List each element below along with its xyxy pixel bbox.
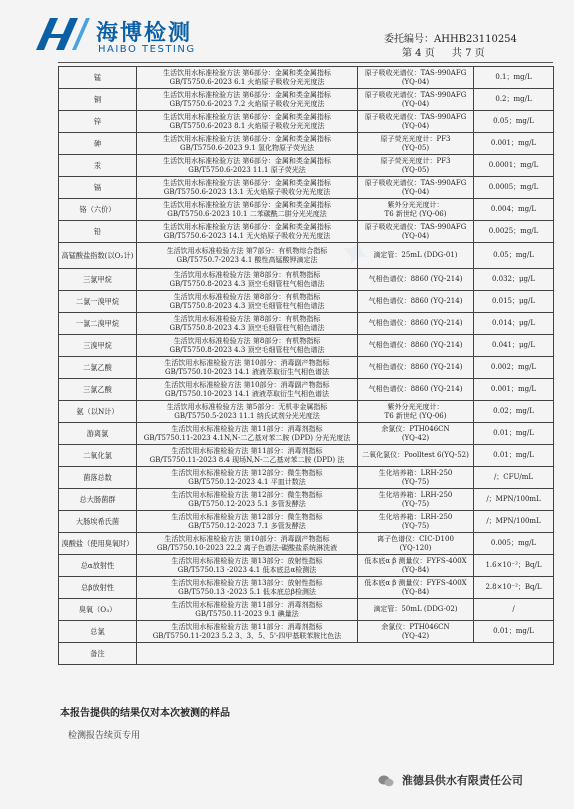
test-method-standard: GB/T5750.6-2023 13.1 无火焰原子吸收分光光度法 (163, 187, 331, 196)
test-method-standard: GB/T5750.8-2023 4.3 顶空毛细管柱气相色谱法 (169, 323, 325, 332)
instrument-name: 原子吸收光谱仪：TAS-990AFG (364, 222, 467, 231)
table-row (59, 89, 554, 111)
instrument-code: T6 新世纪 (YQ-06) (384, 411, 447, 420)
test-item: 锌 (59, 111, 137, 133)
instrument (358, 379, 474, 401)
table-row (59, 111, 554, 133)
instrument (358, 155, 474, 177)
test-method-standard: GB/T5750.6-2023 11.1 原子荧光法 (188, 165, 306, 174)
instrument (358, 445, 474, 467)
instrument-code: (YQ-75) (401, 521, 430, 530)
test-method-standard: GB/T5750.10-2023 22.2 离子色谱法-碳酸盐系统淋洗液 (156, 543, 338, 552)
instrument-name: 原子吸收光谱仪：TAS-990AFG (364, 178, 467, 187)
test-method-standard: GB/T5750.8-2023 4.3 顶空毛细管柱气相色谱法 (169, 279, 325, 288)
table-row (59, 401, 554, 423)
test-item: 总氯 (59, 621, 137, 643)
test-item: 总大肠菌群 (59, 489, 137, 511)
instrument-name: 余氯仪：PTH046CN (381, 424, 450, 433)
instrument (358, 133, 474, 155)
instrument-code: (YQ-84) (401, 565, 430, 574)
test-item: 臭氧（O₃） (59, 599, 137, 621)
detection-limit: / (474, 599, 554, 621)
instrument-name: 离子色谱仪：CIC-D100 (377, 534, 454, 543)
detection-limit: 0.041；μg/L (474, 335, 554, 357)
instrument-name: 滴定管：50mL (DDG-02) (373, 605, 458, 613)
test-method-title: 生活饮用水标准检验方法 第12部分：微生物指标 (171, 490, 323, 499)
test-item: 菌落总数 (59, 467, 137, 489)
test-method-title: 生活饮用水标准检验方法 第8部分：有机物指标 (173, 270, 321, 279)
instrument (358, 467, 474, 489)
table-row (59, 199, 554, 221)
test-method-title: 生活饮用水标准检验方法 第11部分：消毒剂指标 (171, 424, 323, 433)
test-method-title: 生活饮用水标准检验方法 第12部分：微生物指标 (171, 512, 323, 521)
detection-limit: 0.0025；mg/L (474, 221, 554, 243)
page-indicator (402, 44, 499, 59)
test-method-title: 生活饮用水标准检验方法 第11部分：消毒剂指标 (171, 446, 323, 455)
footer-note: 本报告提供的结果仅对本次被测的样品 (60, 708, 230, 719)
instrument-code: (YQ-84) (401, 587, 430, 596)
test-method-title: 生活饮用水标准检验方法 第6部分：金属和类金属指标 (163, 200, 331, 209)
instrument-code: (YQ-04) (401, 121, 430, 130)
test-method-standard: GB/T5750.10-2023 14.1 液液萃取衍生气相色谱法 (165, 389, 329, 398)
table-row (59, 555, 554, 577)
detection-limit: 0.05；mg/L (474, 111, 554, 133)
instrument (358, 243, 474, 269)
instrument-code: (YQ-75) (401, 499, 430, 508)
instrument (358, 291, 474, 313)
detection-limit: /；CFU/mL (474, 467, 554, 489)
instrument (358, 335, 474, 357)
test-method-standard: GB/T5750.6-2023 10.1 二苯碳酰二肼分光光度法 (167, 209, 327, 218)
test-method-title: 生活饮用水标准检验方法 第10部分：消毒副产物指标 (164, 358, 330, 367)
instrument (358, 577, 474, 599)
instrument (358, 511, 474, 533)
instrument-name: 紫外分光光度计： (387, 402, 444, 411)
test-method-title: 生活饮用水标准检验方法 第10部分：消毒副产物指标 (164, 534, 330, 543)
instrument-code: (YQ-04) (401, 187, 430, 196)
detection-limit: 0.05；mg/L (474, 243, 554, 269)
test-method-standard: GB/T5750.13 -2023 4.1 低本底总α检测法 (177, 565, 317, 574)
test-method-title: 生活饮用水标准检验方法 第6部分：金属和类金属指标 (163, 222, 331, 231)
table-row (59, 243, 554, 269)
detection-limit: 0.002；mg/L (474, 357, 554, 379)
detection-limit: 0.01；mg/L (474, 445, 554, 467)
instrument (358, 177, 474, 199)
table-row (59, 155, 554, 177)
test-method-standard: GB/T5750.5-2023 11.1 纳氏试剂分光光度法 (174, 411, 320, 420)
instrument (358, 401, 474, 423)
test-method (137, 155, 358, 177)
test-method-title: 生活饮用水标准检验方法 第6部分：金属和类金属指标 (163, 178, 331, 187)
test-item: 三溴甲烷 (59, 335, 137, 357)
instrument (358, 621, 474, 643)
table-row (59, 313, 554, 335)
test-item: 大肠埃希氏菌 (59, 511, 137, 533)
instrument-name: 气相色谱仪：8860 (YQ-214) (368, 363, 463, 371)
detection-limit: 0.014；μg/L (474, 313, 554, 335)
table-row (59, 511, 554, 533)
table-row (59, 177, 554, 199)
instrument (358, 89, 474, 111)
table-row (59, 577, 554, 599)
instrument (358, 489, 474, 511)
page-total: 共 7 页 (451, 48, 485, 59)
remarks-label: 备注 (59, 643, 137, 665)
instrument-name: 原子吸收光谱仪：TAS-990AFG (364, 90, 467, 99)
test-method-title: 生活饮用水标准检验方法 第6部分：金属和类金属指标 (163, 68, 331, 77)
remarks-content (137, 643, 554, 665)
commission-number: 委托编号：AHHB23110254 (384, 34, 517, 45)
instrument (358, 111, 474, 133)
test-method-title: 生活饮用水标准检验方法 第8部分：有机物指标 (173, 292, 321, 301)
footer-usage: 检测报告续页专用 (68, 731, 141, 741)
remarks-row (59, 643, 554, 665)
test-method (137, 199, 358, 221)
test-method (137, 621, 358, 643)
test-method-standard: GB/T5750.11-2023 4.1N,N-二乙基对苯二胺 (DPD) 分光光度法 (143, 433, 351, 442)
instrument-code: (YQ-42) (401, 631, 430, 640)
instrument-name: 原子吸收光谱仪：TAS-990AFG (364, 68, 467, 77)
test-method-standard: GB/T5750.6-2023 8.1 火焰原子吸收分光光度法 (169, 121, 325, 130)
test-method-title: 生活饮用水标准检验方法 第8部分：有机物指标 (173, 336, 321, 345)
test-method-title: 生活饮用水标准检验方法 第13部分：放射性指标 (171, 578, 323, 587)
test-item: 一氯二溴甲烷 (59, 313, 137, 335)
detection-limit: 0.001；mg/L (474, 133, 554, 155)
instrument-code: (YQ-120) (399, 543, 432, 552)
test-item: 二氧化氯 (59, 445, 137, 467)
table-row (59, 445, 554, 467)
detection-limit: 0.032；μg/L (474, 269, 554, 291)
instrument (358, 221, 474, 243)
instrument-name: 紫外分光光度计： (387, 200, 444, 209)
test-method (137, 221, 358, 243)
detection-limit: 0.01；mg/L (474, 423, 554, 445)
table-row (59, 533, 554, 555)
detection-limit: 0.005；mg/L (474, 533, 554, 555)
instrument (358, 599, 474, 621)
instrument-name: 余氯仪：PTH046CN (381, 622, 450, 631)
test-method-standard: GB/T5750.12-2023 4.1 平皿计数法 (188, 477, 306, 486)
detection-limit: 1.6×10⁻²；Bq/L (474, 555, 554, 577)
test-method (137, 291, 358, 313)
table-row (59, 379, 554, 401)
test-method (137, 577, 358, 599)
instrument-code: (YQ-04) (401, 231, 430, 240)
test-method-title: 生活饮用水标准检验方法 第13部分：放射性指标 (171, 556, 323, 565)
instrument-code: (YQ-05) (401, 143, 430, 152)
instrument-name: 气相色谱仪：8860 (YQ-214) (368, 275, 463, 283)
instrument-code: (YQ-42) (401, 433, 430, 442)
detection-limit: 0.02；mg/L (474, 401, 554, 423)
test-method-title: 生活饮用水标准检验方法 第6部分：金属和类金属指标 (163, 134, 331, 143)
results-table (58, 66, 554, 665)
instrument-code: (YQ-05) (401, 165, 430, 174)
instrument-name: 原子荧光光度计：PF3 (380, 156, 451, 165)
test-method (137, 269, 358, 291)
test-method (137, 511, 358, 533)
instrument (358, 199, 474, 221)
test-method (137, 423, 358, 445)
test-method-standard: GB/T5750.8-2023 4.3 顶空毛细管柱气相色谱法 (169, 345, 325, 354)
test-method-standard: GB/T5750.12-2023 7.1 多管发酵法 (188, 521, 306, 530)
wechat-account-name: 淮德县供水有限责任公司 (401, 774, 523, 787)
instrument-name: 气相色谱仪：8860 (YQ-214) (368, 297, 463, 305)
instrument (358, 67, 474, 89)
test-method (137, 111, 358, 133)
instrument-name: 生化培养箱：LRH-250 (378, 490, 453, 499)
brand-name-cn: 海博检测 (96, 21, 193, 46)
table-row (59, 423, 554, 445)
test-method (137, 335, 358, 357)
test-item: 铅 (59, 221, 137, 243)
detection-limit: 0.015；μg/L (474, 291, 554, 313)
test-method (137, 467, 358, 489)
watermark: ✦ (329, 229, 385, 277)
table-row (59, 221, 554, 243)
test-method (137, 401, 358, 423)
test-method-standard: GB/T5750.13 -2023 5.1 低本底总β检测法 (178, 587, 316, 596)
detection-limit: 0.1；mg/L (474, 67, 554, 89)
instrument-code: (YQ-04) (401, 77, 430, 86)
test-item: 铜 (59, 89, 137, 111)
wechat-icon (378, 775, 394, 787)
test-method-standard: GB/T5750.11-2023 9.1 碘量法 (195, 609, 299, 618)
test-item: 二氯一溴甲烷 (59, 291, 137, 313)
test-method (137, 133, 358, 155)
test-item: 三氯乙酸 (59, 379, 137, 401)
page-number: 第 4 页 (402, 48, 435, 59)
test-method-standard: GB/T5750.8-2023 4.3 顶空毛细管柱气相色谱法 (169, 301, 325, 310)
test-method-title: 生活饮用水标准检验方法 第11部分：消毒剂指标 (171, 622, 323, 631)
table-row (59, 489, 554, 511)
table-row (59, 67, 554, 89)
test-method-standard: GB/T5750.6-2023 14.1 无火焰原子吸收分光光度法 (163, 231, 331, 240)
instrument-name: 滴定管：25mL (DDG-01) (373, 251, 458, 259)
test-method-standard: GB/T5750.12-2023 5.1 多管发酵法 (188, 499, 306, 508)
test-item: 游离氯 (59, 423, 137, 445)
brand-name-en: HAIBO TESTING (98, 44, 196, 55)
test-method (137, 243, 358, 269)
instrument-code: (YQ-04) (401, 99, 430, 108)
test-method (137, 379, 358, 401)
instrument-name: 生化培养箱：LRH-250 (378, 512, 453, 521)
instrument-name: 气相色谱仪：8860 (YQ-214) (368, 385, 463, 393)
instrument-name: 低本底α β 测量仪：FYFS-400X (364, 556, 467, 565)
test-method (137, 599, 358, 621)
test-method (137, 445, 358, 467)
test-method (137, 489, 358, 511)
instrument-name: 原子吸收光谱仪：TAS-990AFG (364, 112, 467, 121)
detection-limit: 2.8×10⁻²；Bq/L (474, 577, 554, 599)
instrument-name: 原子荧光光度计：PF3 (380, 134, 451, 143)
test-method-title: 生活饮用水标准检验方法 第5部分：无机非金属指标 (166, 402, 328, 411)
table-row (59, 133, 554, 155)
test-method (137, 177, 358, 199)
test-item: 总β放射性 (59, 577, 137, 599)
detection-limit: /；MPN/100mL (474, 489, 554, 511)
header-divider (58, 62, 553, 63)
test-method (137, 533, 358, 555)
instrument-name: 低本底α β 测量仪：FYFS-400X (364, 578, 467, 587)
test-item: 锰 (59, 67, 137, 89)
table-row (59, 335, 554, 357)
detection-limit: 0.001；mg/L (474, 379, 554, 401)
test-method-standard: GB/T5750.10-2023 14.1 液液萃取衍生气相色谱法 (165, 367, 329, 376)
table-row (59, 291, 554, 313)
test-item: 二氯乙酸 (59, 357, 137, 379)
test-method (137, 67, 358, 89)
test-method-standard: GB/T5750.6-2023 7.2 火焰原子吸收分光光度法 (169, 99, 325, 108)
test-method-standard: GB/T5750.6-2023 9.1 氢化物原子荧光法 (179, 143, 315, 152)
test-item: 高锰酸盐指数(以O₂计) (59, 243, 137, 269)
test-item: 溴酸盐（使用臭氧时） (59, 533, 137, 555)
test-method-standard: GB/T5750.11-2023 8.4 现场N,N-二乙基对苯二胺 (DPD) 法 (149, 455, 345, 464)
test-method-title: 生活饮用水标准检验方法 第6部分：金属和类金属指标 (163, 90, 331, 99)
table-row (59, 357, 554, 379)
test-item: 镉 (59, 177, 137, 199)
detection-limit: 0.004；mg/L (474, 199, 554, 221)
test-method-standard: GB/T5750.7-2023 4.1 酸性高锰酸钾滴定法 (176, 255, 318, 264)
detection-limit: 0.0005；mg/L (474, 177, 554, 199)
test-item: 总α放射性 (59, 555, 137, 577)
instrument-code: T6 新世纪 (YQ-06) (384, 209, 447, 218)
table-row (59, 467, 554, 489)
test-method-title: 生活饮用水标准检验方法 第7部分：有机物综合指标 (166, 246, 328, 255)
instrument (358, 269, 474, 291)
test-item: 铬（六价） (59, 199, 137, 221)
test-method (137, 89, 358, 111)
test-item: 氨（以N计） (59, 401, 137, 423)
wechat-source (378, 772, 523, 788)
test-item: 砷 (59, 133, 137, 155)
test-method-title: 生活饮用水标准检验方法 第6部分：金属和类金属指标 (163, 112, 331, 121)
test-method-standard: GB/T5750.11-2023 5.2 3、3、5、5'-四甲基联苯胺比色法 (152, 631, 342, 640)
instrument-name: 二氧化氯仪：Poolltest 6(YQ-52) (362, 451, 469, 459)
instrument-name: 生化培养箱：LRH-250 (378, 468, 453, 477)
table-row (59, 621, 554, 643)
instrument-name: 气相色谱仪：8860 (YQ-214) (368, 319, 463, 327)
test-item: 汞 (59, 155, 137, 177)
instrument (358, 357, 474, 379)
detection-limit: /；MPN/100mL (474, 511, 554, 533)
detection-limit: 0.01；mg/L (474, 621, 554, 643)
test-method-standard: GB/T5750.6-2023 6.1 火焰原子吸收分光光度法 (169, 77, 325, 86)
test-method-title: 生活饮用水标准检验方法 第12部分：微生物指标 (171, 468, 323, 477)
test-method (137, 555, 358, 577)
detection-limit: 0.2；mg/L (474, 89, 554, 111)
test-method-title: 生活饮用水标准检验方法 第10部分：消毒副产物指标 (164, 380, 330, 389)
test-item: 三氯甲烷 (59, 269, 137, 291)
instrument (358, 423, 474, 445)
test-method (137, 357, 358, 379)
table-row (59, 269, 554, 291)
test-method-title: 生活饮用水标准检验方法 第8部分：有机物指标 (173, 314, 321, 323)
haibo-logo-icon (32, 14, 90, 54)
detection-limit: 0.0001；mg/L (474, 155, 554, 177)
instrument (358, 313, 474, 335)
instrument (358, 555, 474, 577)
instrument-code: (YQ-75) (401, 477, 430, 486)
test-method-title: 生活饮用水标准检验方法 第6部分：金属和类金属指标 (163, 156, 331, 165)
table-row (59, 599, 554, 621)
instrument-name: 气相色谱仪：8860 (YQ-214) (368, 341, 463, 349)
test-method (137, 313, 358, 335)
instrument (358, 533, 474, 555)
test-method-title: 生活饮用水标准检验方法 第11部分：消毒剂指标 (171, 600, 323, 609)
